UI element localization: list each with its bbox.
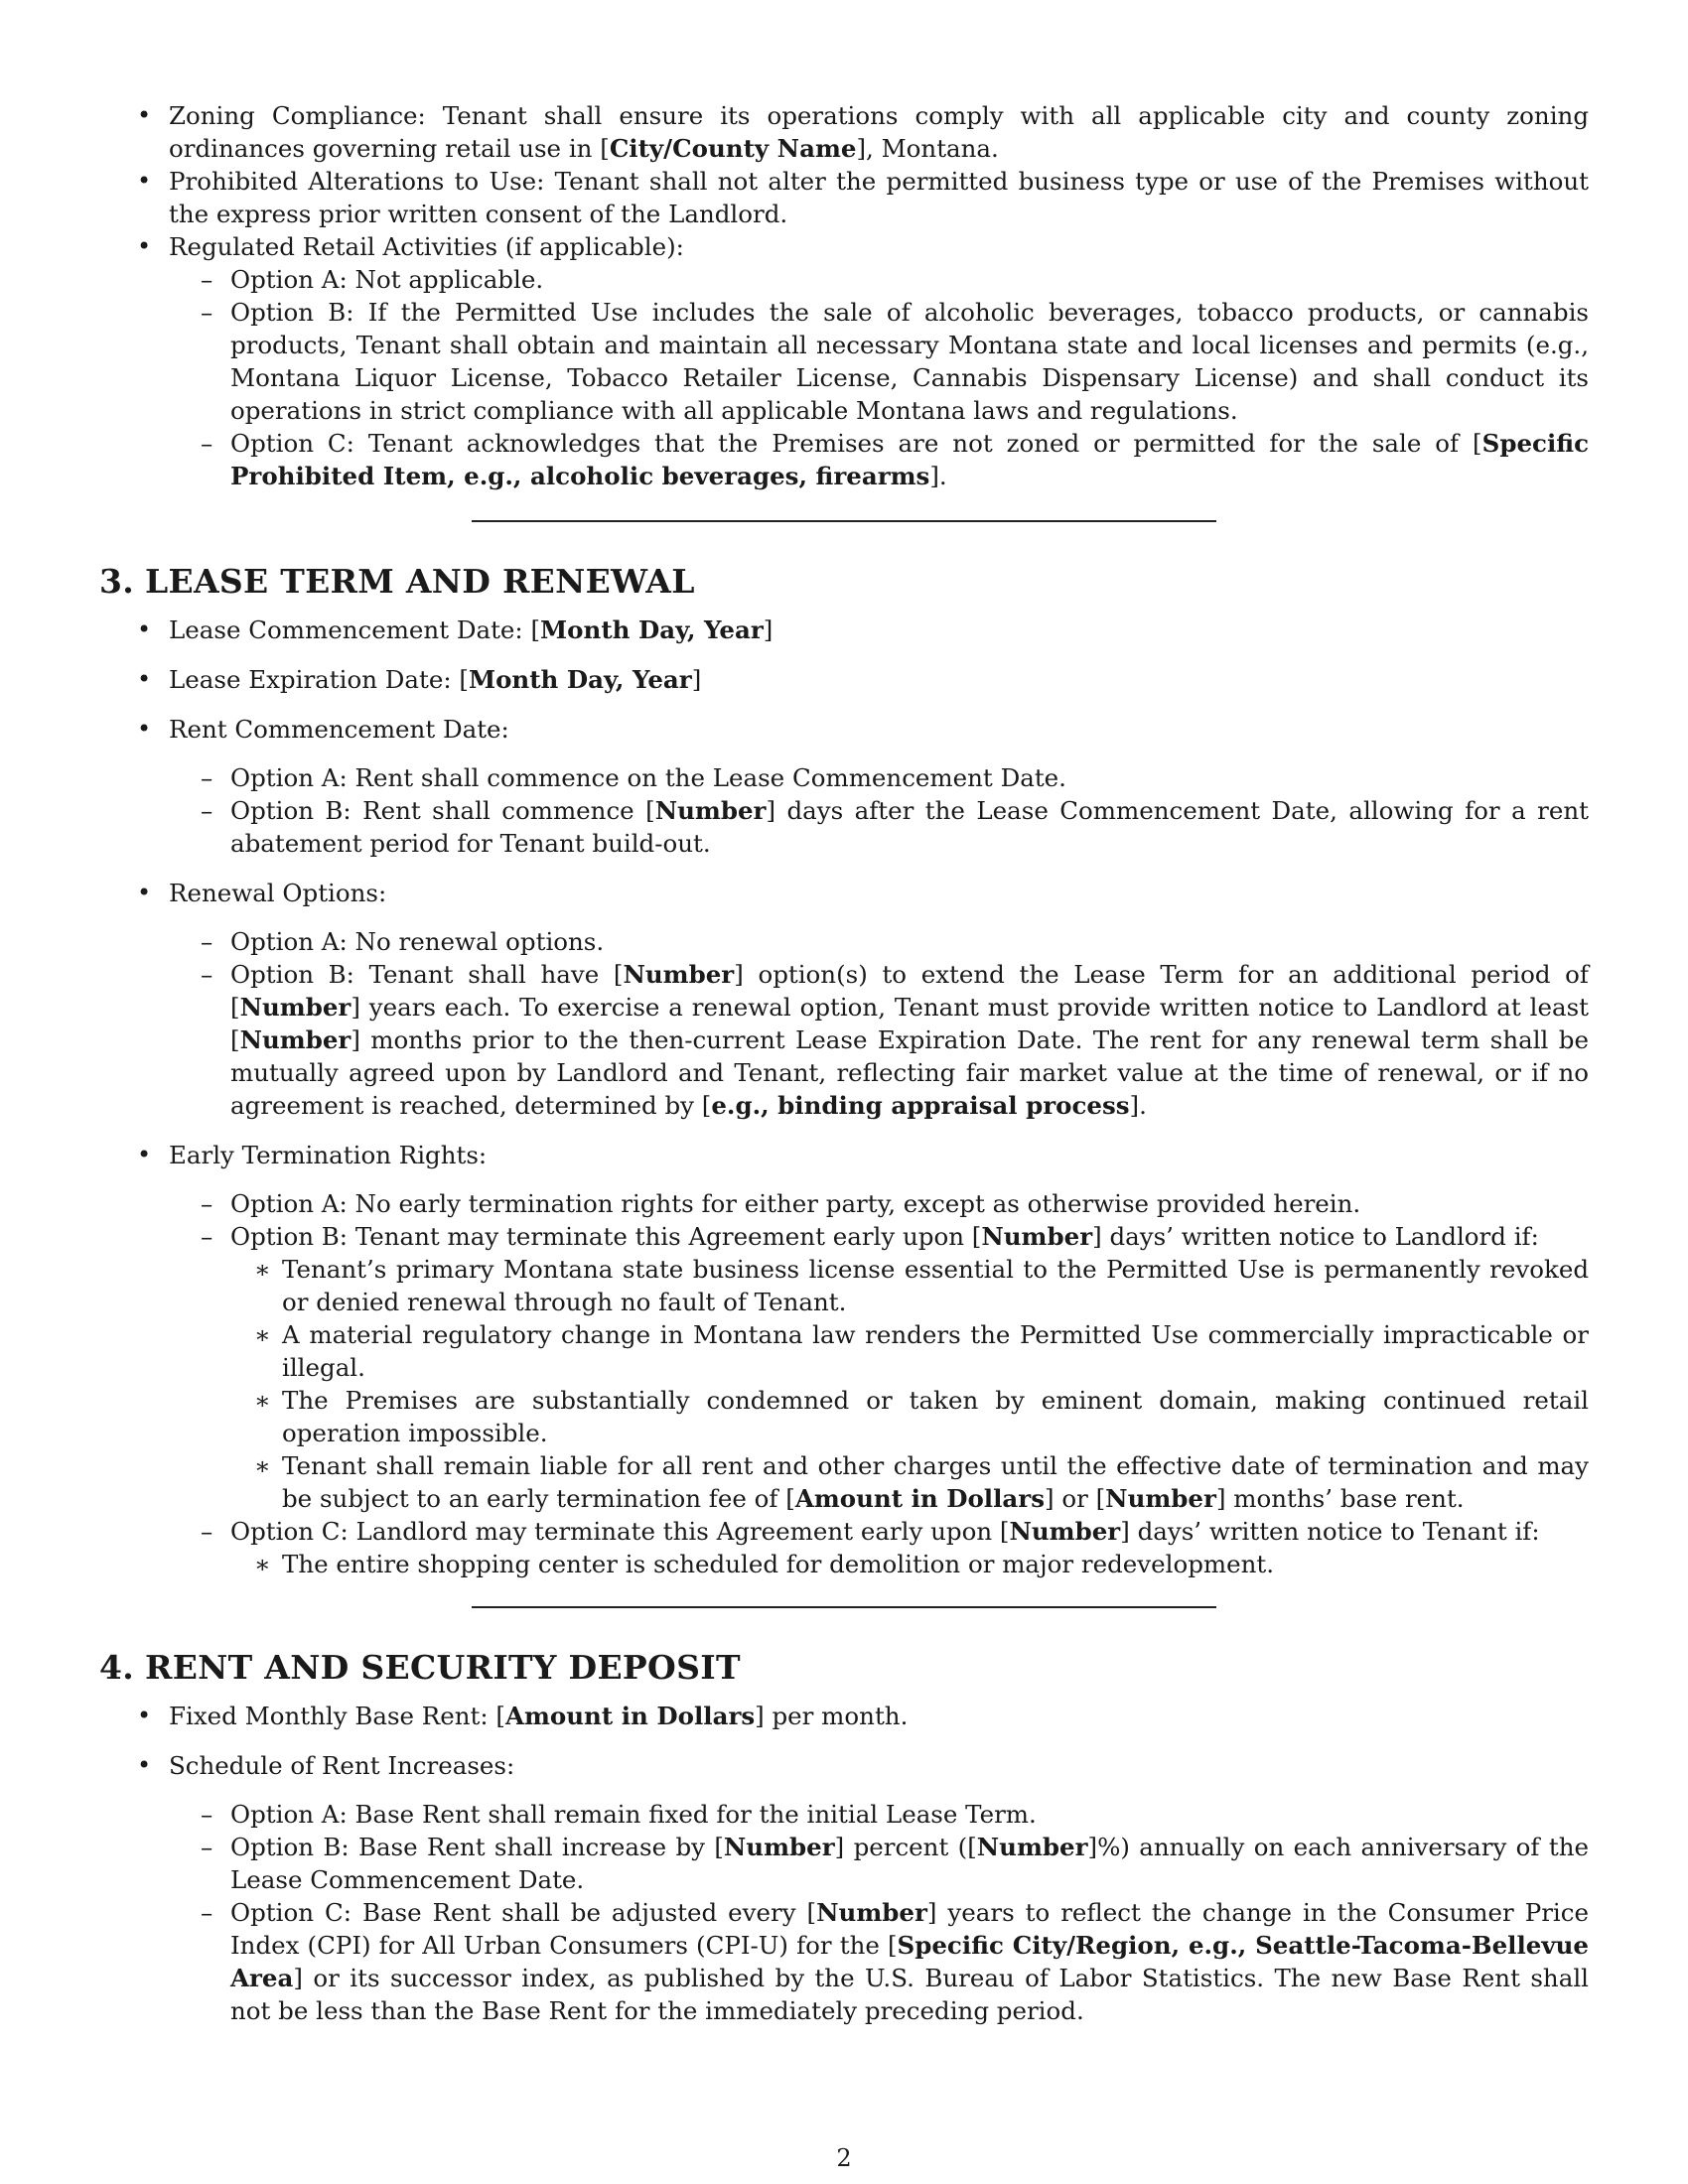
option-item: – Option C: Tenant acknowledges that the Premises are not zoned or permitted for the sale of [Specific Prohibited Item, e.g., alcoholic beverages, firearms]. bbox=[169, 427, 1589, 492]
condition-item: ∗ Tenant shall remain liable for all rent and other charges until the effective date of termination and may be subject to an early termination fee of [Amount in Dollars] or [Number] months’ base rent. bbox=[230, 1449, 1589, 1515]
section-heading-rent: 4. RENT AND SECURITY DEPOSIT bbox=[99, 1648, 741, 1687]
list-item-prohibited-alterations: • Prohibited Alterations to Use: Tenant shall not alter the permitted business type or use of the Premises without the express prior written consent of the Landlord. bbox=[99, 165, 1589, 230]
option-item: – Option B: Base Rent shall increase by [Number] percent ([Number]%) annually on each anniversary of the Lease Commencement Date. bbox=[169, 1831, 1589, 1896]
rent-list bbox=[99, 1700, 1589, 2027]
list-item-base-rent: • Fixed Monthly Base Rent: [Amount in Dollars] per month. bbox=[99, 1700, 1589, 1732]
document-page bbox=[99, 99, 1589, 2027]
permitted-use-list bbox=[99, 99, 1589, 492]
list-item-zoning: • Zoning Compliance: Tenant shall ensure its operations comply with all applicable city and county zoning ordinances governing retail use in [City/County Name], Montana. bbox=[99, 99, 1589, 165]
list-item-regulated-activities: • Regulated Retail Activities (if applicable): – Option A: Not applicable. – Option B: If the Permitted Use includes the sale of alcoholic beverages, tobacco products, or cannabis products, Tenant shall obtain and maintain all necessary Montana state and local licenses and permits (e.g., Montana Liquor License, Tobacco Retailer License, Cannabis Dispensary License) and shall conduct its operations in strict compliance with all applicable Montana laws and regulations. – Option C: Tenant acknowledges that the Premises are not zoned or permitted for the sale of [Specific Prohibited Item, e.g., alcoholic beverages, firearms]. bbox=[99, 230, 1589, 492]
condition-item: ∗ Tenant’s primary Montana state business license essential to the Permitted Use is permanently revoked or denied renewal through no fault of Tenant. bbox=[230, 1253, 1589, 1318]
list-item-early-termination: • Early Termination Rights: – Option A: No early termination rights for either party, except as otherwise provided herein. – Option B: Tenant may terminate this Agreement early upon [Number] days’ written notice to Landlord if: ∗ Tenant’s primary Montana state business license essential to the Permitted Use is permanently revoked or denied renewal through no fault of Tenant. ∗ A material regulatory change in Montana law renders the Permitted Use commercially impracticable or illegal. ∗ The Premises are substantially condemned or taken by eminent domain, making continued retail operation impossible. ∗ Tenant shall remain liable for all rent and other charges until the effective date of termination and may be subject to an early termination fee of [Amount in Dollars] or [Number] months’ base rent. – Option C: Landlord may terminate this Agreement early upon [Number] days’ written notice to Tenant if: ∗ The entire shopping center is scheduled for demolition or major redevelopment. bbox=[99, 1139, 1589, 1580]
option-item: – Option A: Not applicable. bbox=[169, 263, 1589, 296]
option-item: – Option A: No early termination rights for either party, except as otherwise provided herein. bbox=[169, 1187, 1589, 1220]
page-number: 2 bbox=[836, 2144, 852, 2172]
option-item: – Option B: Tenant may terminate this Agreement early upon [Number] days’ written notice to Landlord if: ∗ Tenant’s primary Montana state business license essential to the Permitted Use is permanently revoked or denied renewal through no fault of Tenant. ∗ A material regulatory change in Montana law renders the Permitted Use commercially impracticable or illegal. ∗ The Premises are substantially condemned or taken by eminent domain, making continued retail operation impossible. ∗ Tenant shall remain liable for all rent and other charges until the effective date of termination and may be subject to an early termination fee of [Amount in Dollars] or [Number] months’ base rent. bbox=[169, 1220, 1589, 1515]
option-item: – Option B: Rent shall commence [Number] days after the Lease Commencement Date, allowing for a rent abatement period for Tenant build-out. bbox=[169, 794, 1589, 860]
list-item-renewal: • Renewal Options: – Option A: No renewal options. – Option B: Tenant shall have [Number] option(s) to extend the Lease Term for an additional period of [Number] years each. To exercise a renewal option, Tenant must provide written notice to Landlord at least [Number] months prior to the then-current Lease Expiration Date. The rent for any renewal term shall be mutually agreed upon by Landlord and Tenant, reflecting fair market value at the time of renewal, or if no agreement is reached, determined by [e.g., binding appraisal process]. bbox=[99, 877, 1589, 1122]
list-item-commencement: • Lease Commencement Date: [Month Day, Year] bbox=[99, 614, 1589, 646]
list-item-rent-increases: • Schedule of Rent Increases: – Option A: Base Rent shall remain fixed for the initial Lease Term. – Option B: Base Rent shall increase by [Number] percent ([Number]%) annually on each anniversary of the Lease Commencement Date. – Option C: Base Rent shall be adjusted every [Number] years to reflect the change in the Consumer Price Index (CPI) for All Urban Consumers (CPI-U) for the [Specific City/Region, e.g., Seattle-Tacoma-Bellevue Area] or its successor index, as published by the U.S. Bureau of Labor Statistics. The new Base Rent shall not be less than the Base Rent for the immediately preceding period. bbox=[99, 1749, 1589, 2027]
option-item: – Option B: If the Permitted Use includes the sale of alcoholic beverages, tobacco products, or cannabis products, Tenant shall obtain and maintain all necessary Montana state and local licenses and permits (e.g., Montana Liquor License, Tobacco Retailer License, Cannabis Dispensary License) and shall conduct its operations in strict compliance with all applicable Montana laws and regulations. bbox=[169, 296, 1589, 427]
section-heading-lease-term: 3. LEASE TERM AND RENEWAL bbox=[99, 562, 695, 601]
condition-item: ∗ The Premises are substantially condemned or taken by eminent domain, making continued retail operation impossible. bbox=[230, 1384, 1589, 1449]
lease-term-list bbox=[99, 614, 1589, 1580]
option-item: – Option A: No renewal options. bbox=[169, 925, 1589, 958]
list-item-expiration: • Lease Expiration Date: [Month Day, Year] bbox=[99, 663, 1589, 696]
option-item: – Option C: Landlord may terminate this Agreement early upon [Number] days’ written notice to Tenant if: ∗ The entire shopping center is scheduled for demolition or major redevelopment. bbox=[169, 1515, 1589, 1580]
condition-item: ∗ The entire shopping center is scheduled for demolition or major redevelopment. bbox=[230, 1548, 1589, 1580]
option-item: – Option A: Base Rent shall remain fixed for the initial Lease Term. bbox=[169, 1798, 1589, 1831]
list-item-rent-commencement: • Rent Commencement Date: – Option A: Rent shall commence on the Lease Commencement Date. – Option B: Rent shall commence [Number] days after the Lease Commencement Date, allowing for a rent abatement period for Tenant build-out. bbox=[99, 713, 1589, 860]
condition-item: ∗ A material regulatory change in Montana law renders the Permitted Use commercially impracticable or illegal. bbox=[230, 1318, 1589, 1384]
option-item: – Option A: Rent shall commence on the Lease Commencement Date. bbox=[169, 761, 1589, 794]
option-item: – Option B: Tenant shall have [Number] option(s) to extend the Lease Term for an additional period of [Number] years each. To exercise a renewal option, Tenant must provide written notice to Landlord at least [Number] months prior to the then-current Lease Expiration Date. The rent for any renewal term shall be mutually agreed upon by Landlord and Tenant, reflecting fair market value at the time of renewal, or if no agreement is reached, determined by [e.g., binding appraisal process]. bbox=[169, 958, 1589, 1122]
option-item: – Option C: Base Rent shall be adjusted every [Number] years to reflect the change in the Consumer Price Index (CPI) for All Urban Consumers (CPI-U) for the [Specific City/Region, e.g., Seattle-Tacoma-Bellevue Area] or its successor index, as published by the U.S. Bureau of Labor Statistics. The new Base Rent shall not be less than the Base Rent for the immediately preceding period. bbox=[169, 1896, 1589, 2027]
